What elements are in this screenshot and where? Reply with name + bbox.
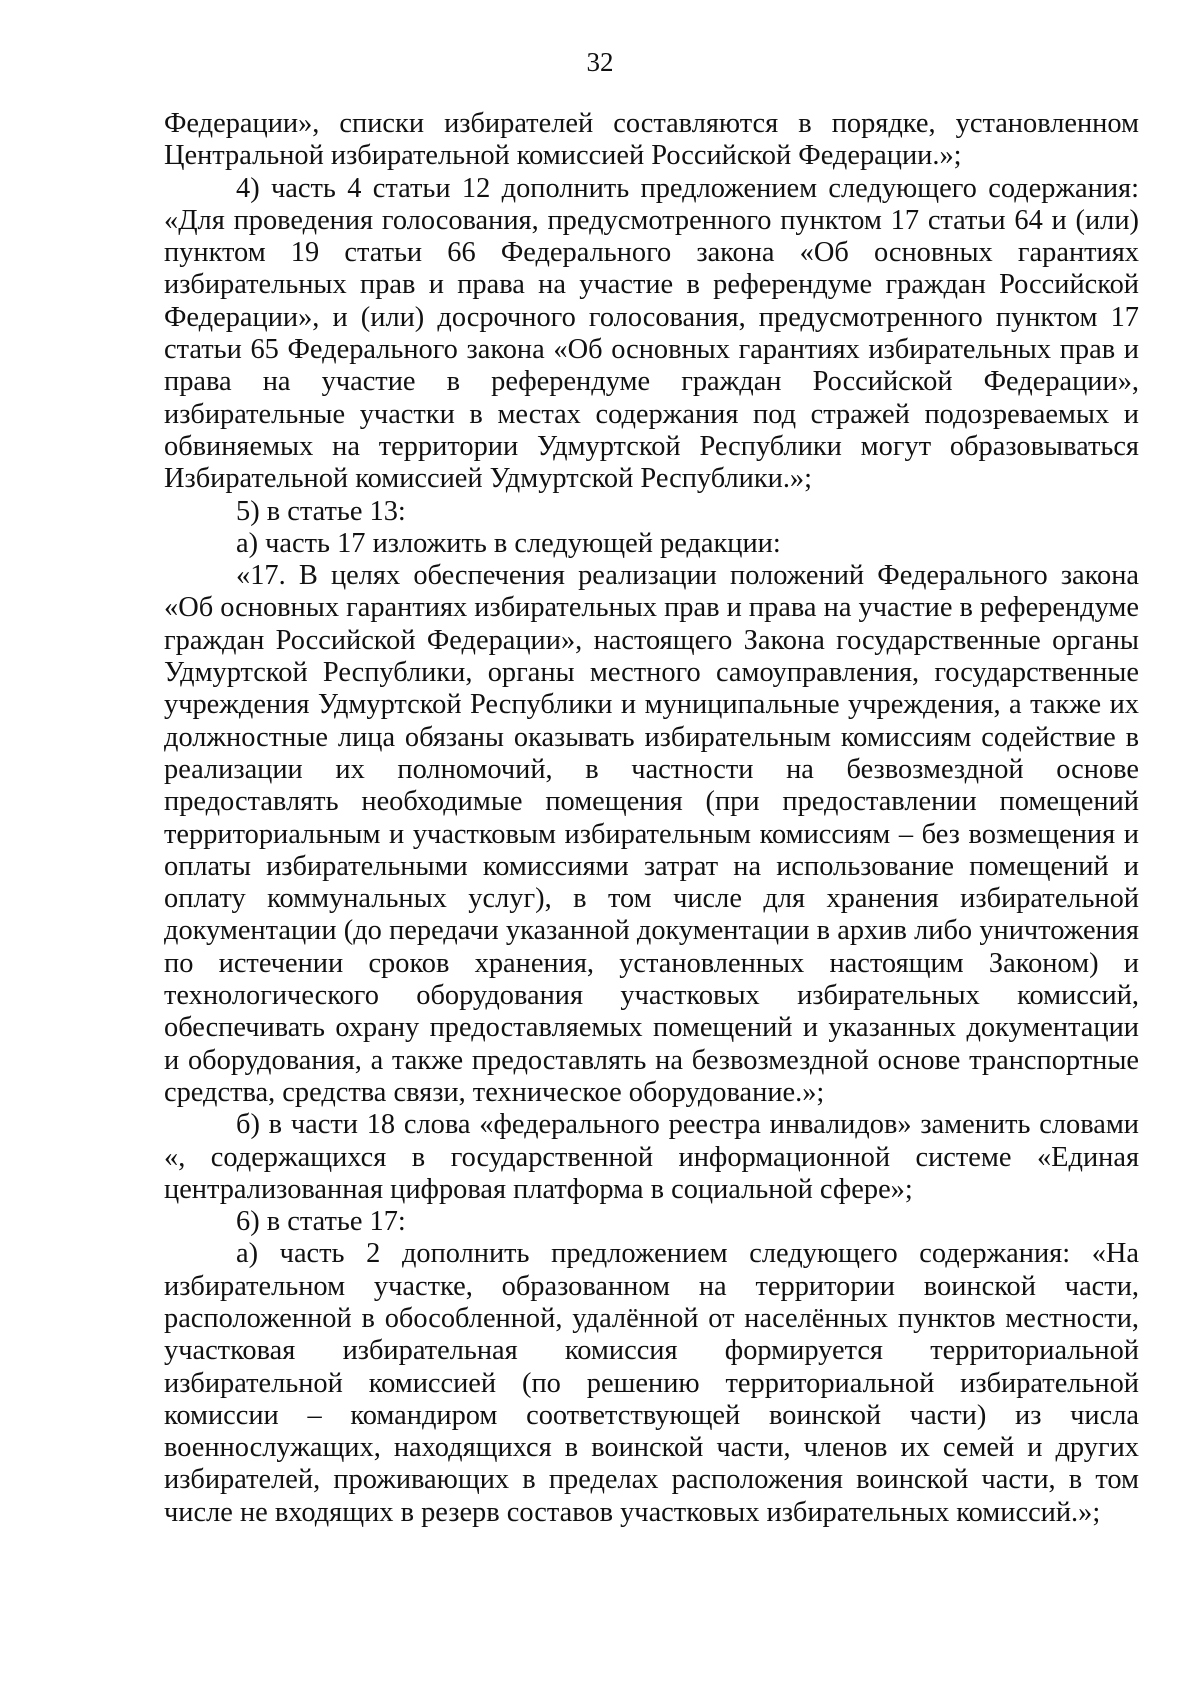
- paragraph-item-5b: б) в части 18 слова «федерального реестра инвалидов» заменить словами «, содержащихся в государственной информационной системе «Единая централизованная цифровая платформа в социальной сфере»;: [164, 1109, 1139, 1205]
- page-number: 32: [586, 47, 614, 77]
- paragraph-item-5: 5) в статье 13:: [236, 495, 406, 527]
- paragraph-item-4: 4) часть 4 статьи 12 дополнить предложением следующего содержания: «Для проведения голосования, предусмотренного пунктом 17 статьи 64 и (или) пунктом 19 статьи 66 Федерального закона «Об основных гарантиях избирательных прав и права на участие в референдуме граждан Российской Федерации», и (или) досрочного голосования, предусмотренного пунктом 17 статьи 65 Федерального закона «Об основных гарантиях избирательных прав и права на участие в референдуме граждан Российской Федерации», избирательные участки в местах содержания под стражей подозреваемых и обвиняемых на территории Удмуртской Республики могут образовываться Избирательной комиссией Удмуртской Республики.»;: [164, 172, 1139, 495]
- paragraph-item-5a-text: «17. В целях обеспечения реализации положений Федерального закона «Об основных гарантиях избирательных прав и права на участие в референдуме граждан Российской Федерации», настоящего Закона государственные органы Удмуртской Республики, органы местного самоуправления, государственные учреждения Удмуртской Республики и муниципальные учреждения, а также их должностные лица обязаны оказывать избирательным комиссиям содействие в реализации их полномочий, в частности на безвозмездной основе предоставлять необходимые помещения (при предоставлении помещений территориальным и участковым избирательным комиссиям – без возмещения и оплаты избирательными комиссиями затрат на использование помещений и оплату коммунальных услуг), в том числе для хранения избирательной документации (до передачи указанной документации в архив либо уничтожения по истечении сроков хранения, установленных настоящим Законом) и технологического оборудования участковых избирательных комиссий, обеспечивать охрану предоставляемых помещений и указанных документации и оборудования, а также предоставлять на безвозмездной основе транспортные средства, средства связи, техническое оборудование.»;: [164, 560, 1139, 1108]
- paragraph-item-6: 6) в статье 17:: [236, 1206, 406, 1238]
- paragraph-item-6a: а) часть 2 дополнить предложением следующего содержания: «На избирательном участке, образованном на территории воинской части, расположенной в обособленной, удалённой от населённых пунктов местности, участковая избирательная комиссия формируется территориальной избирательной комиссией (по решению территориальной избирательной комиссии – командиром соответствующей воинской части) из числа военнослужащих, находящихся в воинской части, членов их семей и других избирателей, проживающих в пределах расположения воинской части, в том числе не входящих в резерв составов участковых избирательных комиссий.»;: [164, 1238, 1139, 1528]
- paragraph-continuation: Федерации», списки избирателей составляются в порядке, установленном Центральной избирательной комиссией Российской Федерации.»;: [164, 108, 1139, 172]
- paragraph-item-5a: а) часть 17 изложить в следующей редакции:: [236, 527, 781, 559]
- document-body: [164, 108, 1139, 1529]
